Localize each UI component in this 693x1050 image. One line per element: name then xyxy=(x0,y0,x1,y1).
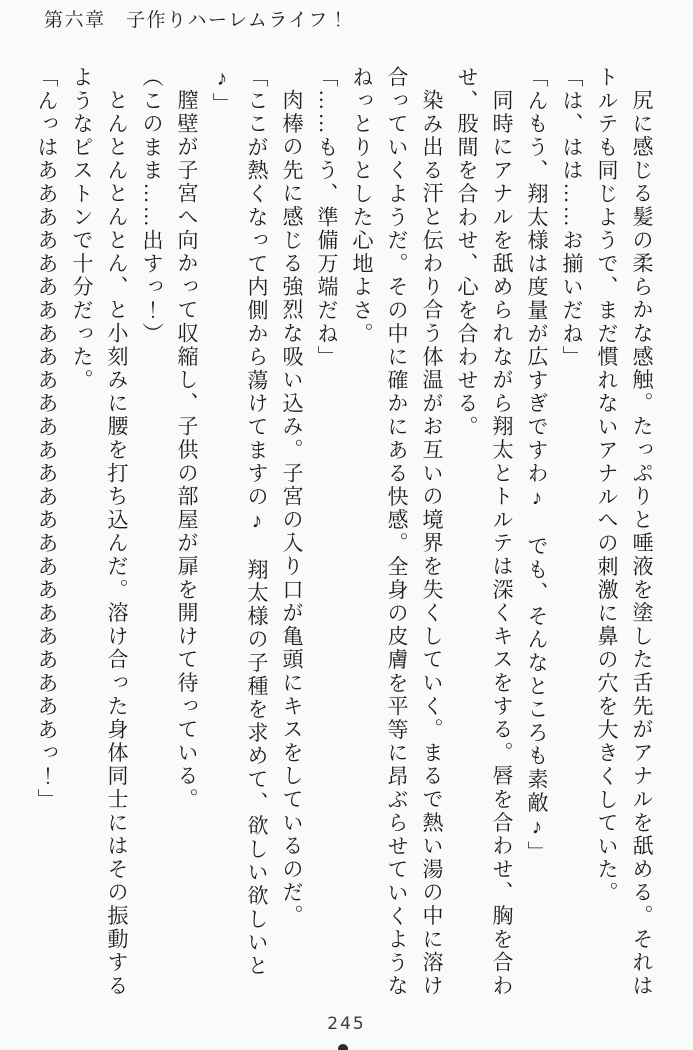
paragraph: とんとんとんとん、と小刻みに腰を打ち込んだ。溶け合った身体同士にはその振動するようなピストンで十分だった。 xyxy=(70,66,129,998)
paragraph-dialogue: 「……もう、準備万端だね」 xyxy=(315,66,339,369)
paragraph: 同時にアナルを舐められながら翔太とトルテは深くキスをする。唇を合わせ、胸を合わせ、股間を合わせ、心を合わせる。 xyxy=(455,66,514,998)
scan-ink-smudge xyxy=(338,1044,348,1050)
paragraph: 肉棒の先に感じる強烈な吸い込み。子宮の入り口が亀頭にキスをしているのだ。 xyxy=(280,88,304,928)
paragraph-thought: （このまま……出すっ！） xyxy=(140,66,164,346)
paragraph-dialogue: 「んもう、翔太様は度量が広すぎですわ♪ でも、そんなところも素敵♪」 xyxy=(525,66,549,865)
body-text-block xyxy=(29,66,659,1002)
paragraph: 染み出る汗と伝わり合う体温がお互いの境界を失くしていく。まるで熱い湯の中に溶け合っていくようだ。その中に確かにある快感。全身の皮膚を平等に昂ぶらせていくようなねっとりとした心地よさ。 xyxy=(350,66,444,998)
paragraph-dialogue: 「ここが熱くなって内側から蕩けてますの♪ 翔太様の子種を求めて、欲しい欲しいと♪」 xyxy=(210,66,269,978)
paragraph-dialogue: 「んっはあああああああああああああああああああああああああっ！」 xyxy=(35,66,59,812)
paragraph: 膣壁が子宮へ向かって収縮し、子供の部屋が扉を開けて待っている。 xyxy=(175,88,199,811)
chapter-running-header: 第六章 子作りハーレムライフ！ xyxy=(44,10,350,31)
page-number: 245 xyxy=(327,1014,366,1034)
paragraph-dialogue: 「は、はは……お揃いだね」 xyxy=(560,66,584,369)
paragraph: 尻に感じる髪の柔らかな感触。たっぷりと唾液を塗した舌先がアナルを舐める。それはトルテも同じようで、まだ慣れないアナルへの刺激に鼻の穴を大きくしていた。 xyxy=(595,66,654,998)
